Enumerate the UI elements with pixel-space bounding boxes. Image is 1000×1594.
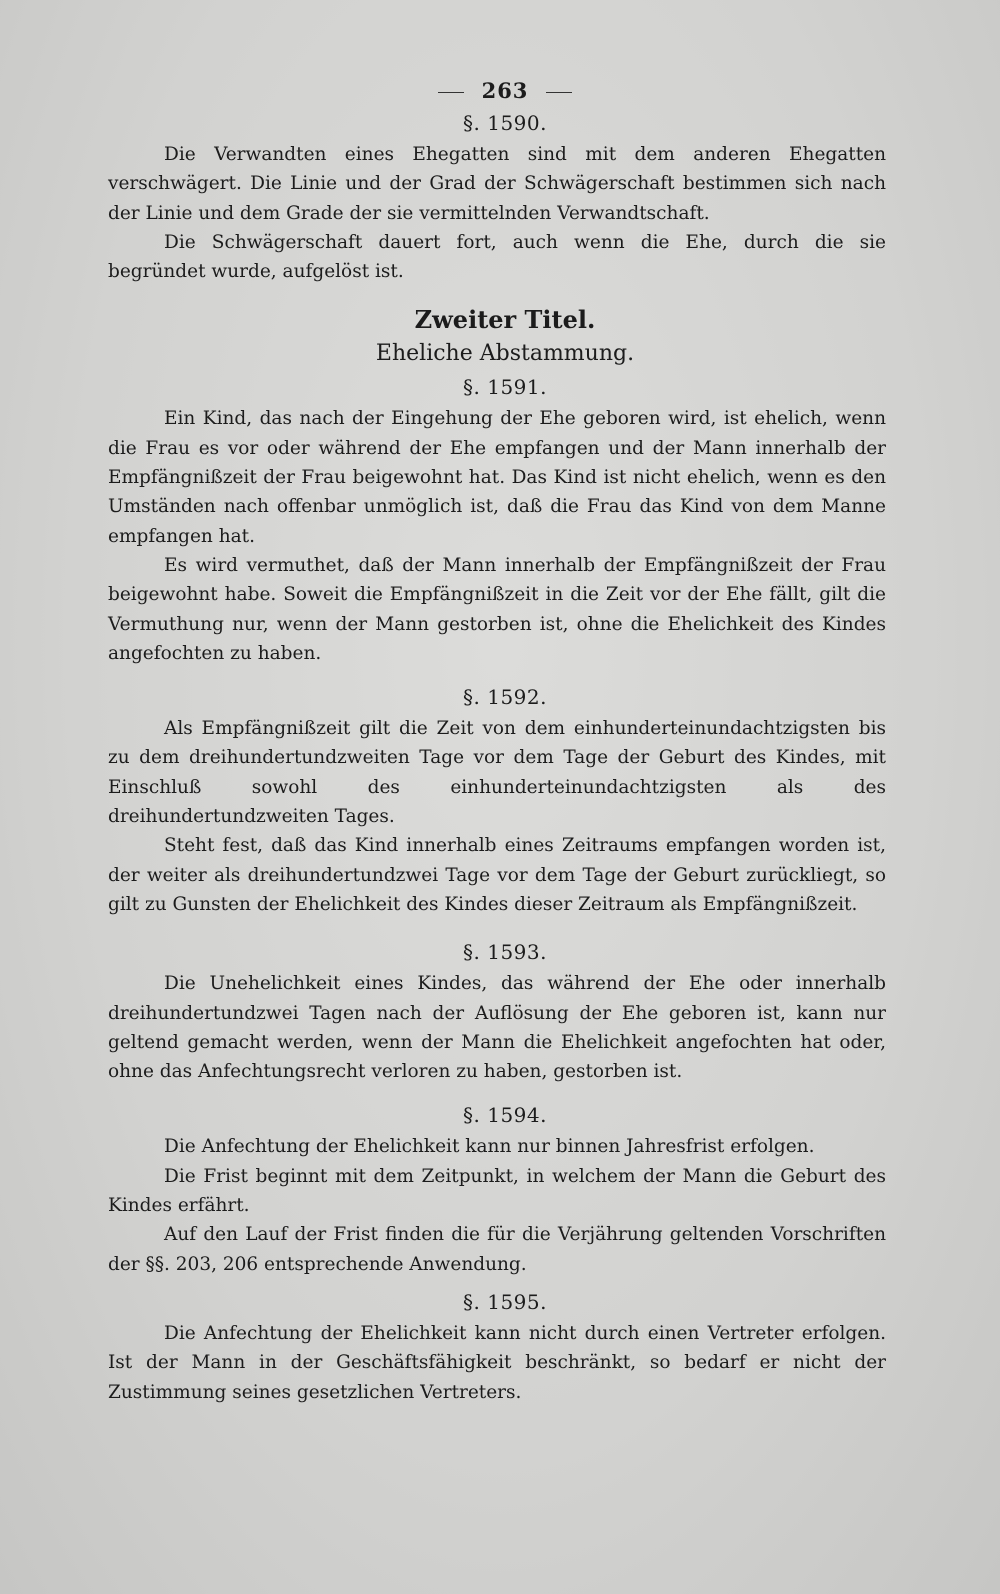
section-heading-1591: §. 1591.: [463, 375, 547, 400]
paragraph: Steht fest, daß das Kind innerhalb eines Zeitraums empfangen worden ist, der weiter als dreihundertundzwei Tage vor dem Tage der Geburt zurückliegt, so gilt zu Gunsten der Ehelichkeit des Kindes dieser Zeitraum als Empfängnißzeit.: [108, 835, 886, 915]
paragraph: Die Unehelichkeit eines Kindes, das während der Ehe oder innerhalb dreihundertundzwei Tagen nach der Auflösung der Ehe geboren ist, kann nur geltend gemacht werden, wenn der Mann die Ehelichkeit angefochten hat oder, ohne das Anfechtungsrecht verloren zu haben, gestorben ist.: [108, 973, 886, 1083]
paragraph: Es wird vermuthet, daß der Mann innerhalb der Empfängnißzeit der Frau beigewohnt habe. Soweit die Empfängnißzeit in die Zeit vor der Ehe fällt, gilt die Vermuthung nur, wenn der Mann gestorben ist, ohne die Ehelichkeit des Kindes angefochten zu haben.: [108, 554, 886, 664]
paragraph: Ein Kind, das nach der Eingehung der Ehe geboren wird, ist ehelich, wenn die Frau es vor oder während der Ehe empfangen und der Mann innerhalb der Empfängnißzeit der Frau beigewohnt hat. Das Kind ist nicht ehelich, wenn es den Umständen nach offenbar unmöglich ist, daß die Frau das Kind von dem Manne empfangen hat.: [108, 408, 886, 547]
section-heading-1595: §. 1595.: [463, 1289, 547, 1314]
paragraph: Auf den Lauf der Frist finden die für die Verjährung geltenden Vorschriften der §§. 203, 206 entsprechende Anwendung.: [108, 1224, 886, 1275]
section-heading-1594: §. 1594.: [463, 1103, 547, 1128]
paragraph: Die Anfechtung der Ehelichkeit kann nicht durch einen Vertreter erfolgen. Ist der Mann in der Geschäftsfähigkeit beschränkt, so bedarf er nicht der Zustimmung seines gesetzlichen Vertreters.: [108, 1322, 886, 1403]
section-heading-1592: §. 1592.: [463, 685, 547, 710]
paragraph: Die Frist beginnt mit dem Zeitpunkt, in welchem der Mann die Geburt des Kindes erfährt.: [108, 1165, 886, 1217]
page-number-text: 263: [481, 78, 529, 103]
title-main: Zweiter Titel.: [414, 305, 596, 335]
paragraph: Als Empfängnißzeit gilt die Zeit von dem einhunderteinundachtzigsten bis zu dem dreihundertundzweiten Tage vor dem Tage der Geburt des Kindes, mit Einschluß sowohl des einhunderteinundachtzigsten als des dreihundertundzweiten Tages.: [108, 718, 886, 828]
title-sub: Eheliche Abstammung.: [375, 341, 635, 367]
paragraph: Die Verwandten eines Ehegatten sind mit dem anderen Ehegatten verschwägert. Die Linie und der Grad der Schwägerschaft bestimmen sich nach der Linie und dem Grade der sie vermittelnden Verwandtschaft.: [108, 144, 886, 224]
page-number-dash-left: [438, 92, 464, 93]
page-number: [124, 76, 886, 106]
section-heading-1593: §. 1593.: [463, 940, 547, 965]
paragraph: Die Anfechtung der Ehelichkeit kann nur binnen Jahresfrist erfolgen.: [164, 1136, 815, 1158]
paragraph: Die Schwägerschaft dauert fort, auch wenn die Ehe, durch die sie begründet wurde, aufgelöst ist.: [108, 231, 886, 283]
page-number-dash-right: [546, 92, 572, 93]
page-content: [108, 76, 886, 1407]
section-heading-1590: §. 1590.: [463, 111, 547, 135]
